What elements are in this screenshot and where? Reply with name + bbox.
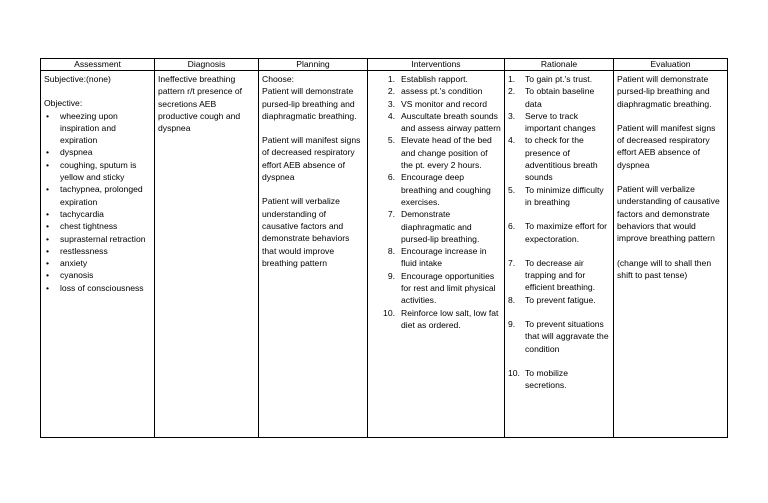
list-item — [371, 208, 501, 245]
item-text: VS monitor and record — [401, 98, 487, 109]
list-item — [371, 98, 501, 110]
item-text: Auscultate breath sounds and assess airway pattern — [401, 110, 501, 134]
planning-goal-3: Patient will verbalize understanding of causative factors and demonstrate behaviors that would improve breathing pattern — [262, 196, 350, 268]
item-number: 6. — [387, 172, 395, 183]
item-text: To minimize difficulty in breathing — [525, 184, 604, 207]
interventions-cell — [368, 71, 505, 438]
header-row — [41, 59, 728, 71]
item-text: To prevent situations that will aggravate the condition — [525, 319, 609, 354]
list-item — [371, 110, 501, 135]
list-item: • loss of consciousness — [44, 282, 151, 294]
list-item — [508, 73, 610, 85]
list-item: • coughing, sputum is yellow and sticky — [44, 159, 151, 184]
header-interventions: Interventions — [368, 59, 505, 71]
item-number: 4. — [508, 135, 516, 146]
item-text: To gain pt.'s trust. — [525, 74, 593, 84]
list-item — [371, 270, 501, 307]
interventions-list — [371, 73, 501, 331]
item-text: Encourage deep breathing and coughing exercises. — [401, 172, 491, 207]
item-number: 8. — [387, 246, 395, 257]
list-item — [508, 85, 610, 110]
list-item — [508, 257, 610, 294]
planning-choose: Choose: — [262, 74, 295, 84]
list-item — [371, 73, 501, 85]
list-item: • cyanosis — [44, 269, 151, 281]
list-item: • restlessness — [44, 245, 151, 257]
item-text: Demonstrate diaphragmatic and pursed-lip breathing. — [401, 209, 480, 244]
list-item — [371, 85, 501, 97]
objective-list — [44, 110, 151, 294]
item-number: 1. — [387, 74, 395, 84]
rationale-cell — [505, 71, 614, 438]
planning-goal-1: Patient will demonstrate pursed-lip breathing and diaphragmatic breathing. — [262, 86, 357, 121]
body-row — [41, 71, 728, 438]
list-item — [508, 318, 610, 355]
item-number: 5. — [387, 135, 395, 146]
list-item: • dyspnea — [44, 146, 151, 158]
item-text: Establish rapport. — [401, 74, 468, 84]
evaluation-note: (change will to shall then shift to past tense) — [617, 257, 712, 280]
evaluation-goal-3: Patient will verbalize understanding of causative factors and demonstrate behaviors that would improve breathing pattern — [617, 184, 720, 244]
header-diagnosis: Diagnosis — [155, 59, 259, 71]
assessment-cell — [41, 71, 155, 438]
list-item — [371, 245, 501, 270]
list-item — [508, 367, 610, 392]
item-text: To prevent fatigue. — [525, 294, 596, 305]
item-number: 7. — [387, 209, 395, 220]
list-item: • suprasternal retraction — [44, 233, 151, 245]
item-text: Serve to track important changes — [525, 110, 596, 134]
objective-label: Objective: — [44, 98, 83, 109]
evaluation-goal-2: Patient will manifest signs of decreased respiratory effort AEB absence of dyspnea — [617, 122, 716, 170]
list-item: • anxiety — [44, 257, 151, 269]
list-item: • tachycardia — [44, 208, 151, 220]
item-number: 9. — [508, 319, 516, 330]
item-text: To maximize effort for expectoration. — [525, 221, 607, 244]
item-number: 2. — [508, 86, 516, 97]
list-item: • tachypnea, prolonged expiration — [44, 183, 151, 208]
diagnosis-cell — [155, 71, 259, 438]
item-number: 2. — [387, 86, 395, 97]
item-text: To mobilize secretions. — [525, 367, 568, 391]
list-item — [508, 184, 610, 209]
item-number: 6. — [508, 221, 516, 232]
evaluation-cell — [614, 71, 728, 438]
subjective-label: Subjective:(none) — [44, 74, 111, 84]
planning-goal-2: Patient will manifest signs of decreased respiratory effort AEB absence of dyspnea — [262, 135, 361, 183]
list-item: • chest tightness — [44, 220, 151, 232]
planning-cell — [259, 71, 368, 438]
nursing-care-plan-table — [40, 58, 728, 438]
list-item — [371, 134, 501, 171]
item-number: 10. — [508, 367, 520, 378]
header-assessment: Assessment — [41, 59, 155, 71]
item-text: To decrease air trapping and for efficient breathing. — [525, 257, 596, 293]
rationale-list — [508, 73, 610, 392]
item-text: Encourage increase in fluid intake — [401, 246, 487, 269]
list-item — [371, 307, 501, 332]
item-text: To obtain baseline data — [525, 86, 595, 109]
item-number: 5. — [508, 184, 516, 195]
item-number: 9. — [387, 270, 395, 281]
item-text: Reinforce low salt, low fat diet as ordered. — [401, 307, 499, 330]
diagnosis-text: Ineffective breathing pattern r/t presence of secretions AEB productive cough and dyspnea — [158, 74, 243, 134]
item-text: Elevate head of the bed and change position of the pt. every 2 hours. — [401, 135, 492, 171]
evaluation-goal-1: Patient will demonstrate pursed-lip breathing and diaphragmatic breathing. — [617, 74, 712, 109]
item-number: 10. — [383, 307, 395, 318]
item-text: assess pt.'s condition — [401, 86, 483, 97]
item-number: 3. — [387, 98, 395, 109]
item-text: to check for the presence of adventitious breath sounds — [525, 135, 598, 183]
header-rationale: Rationale — [505, 59, 614, 71]
item-number: 3. — [508, 110, 516, 121]
item-text: Encourage opportunities for rest and limit physical activities. — [401, 270, 496, 306]
list-item: • wheezing upon inspiration and expiration — [44, 110, 151, 147]
list-item — [508, 134, 610, 183]
item-number: 7. — [508, 257, 516, 268]
header-evaluation: Evaluation — [614, 59, 728, 71]
item-number: 8. — [508, 294, 516, 305]
item-number: 1. — [508, 74, 516, 84]
item-number: 4. — [387, 110, 395, 121]
header-planning: Planning — [259, 59, 368, 71]
list-item — [508, 294, 610, 306]
list-item — [508, 110, 610, 135]
list-item — [508, 220, 610, 245]
list-item — [371, 171, 501, 208]
